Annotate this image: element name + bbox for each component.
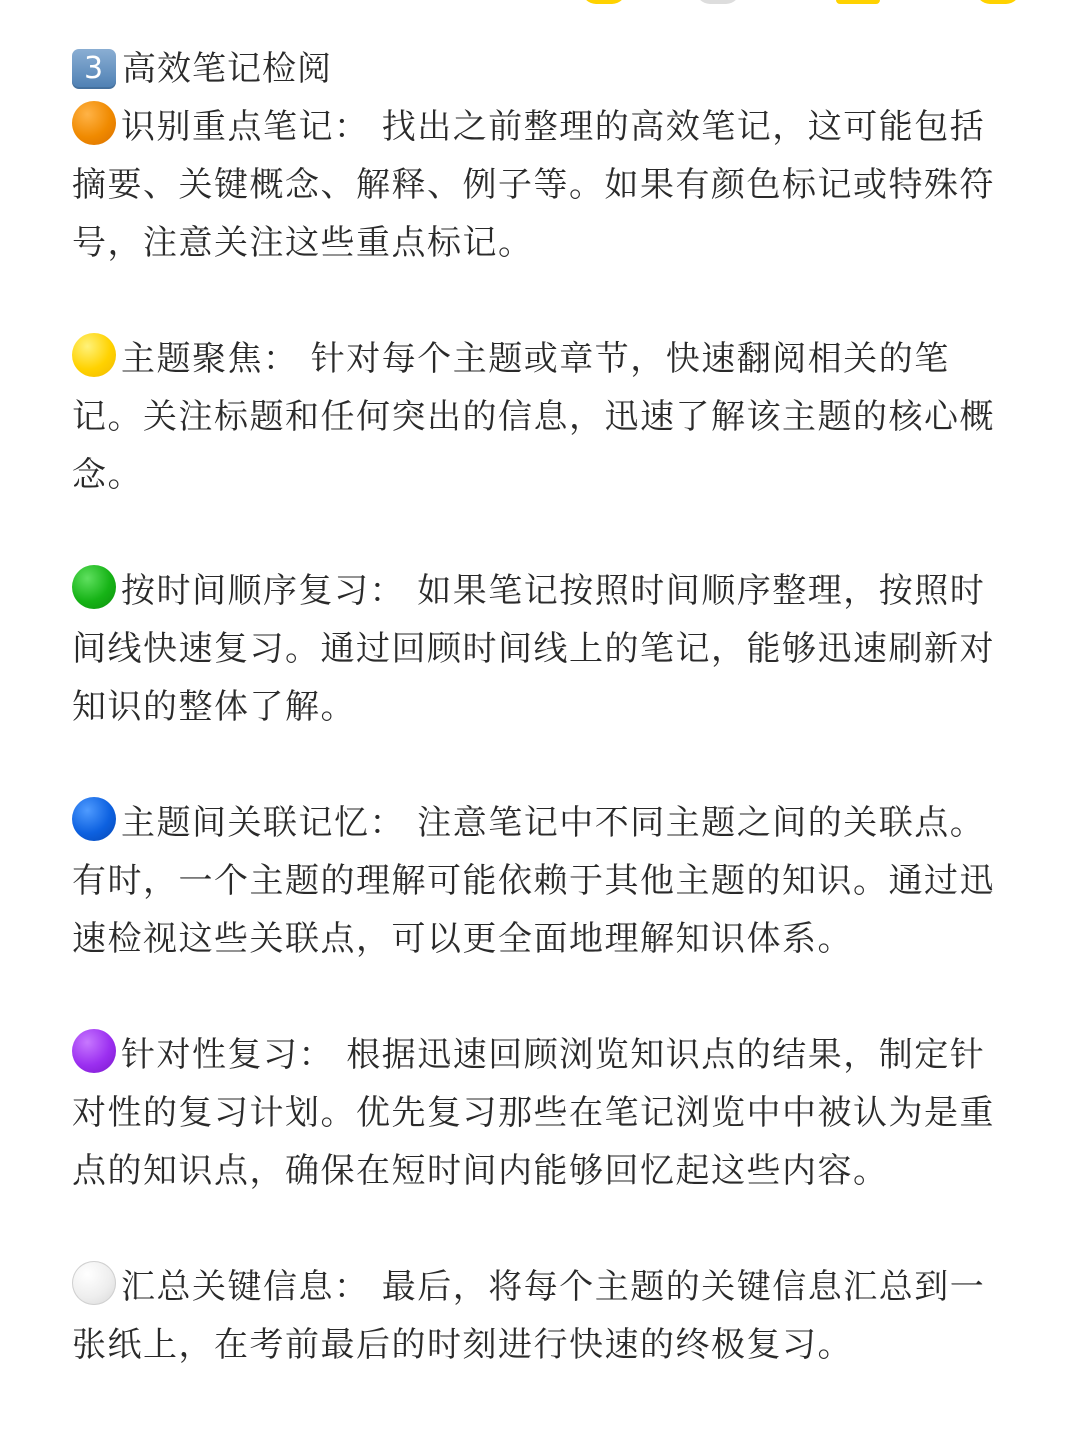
section-body: 最后，将每个主题的关键信息汇总到一张纸上，在考前最后的时刻进行快速的终极复习。 <box>72 1267 986 1365</box>
section-heading: 识别重点笔记： <box>121 107 370 147</box>
section-identify-key-notes <box>72 98 1012 272</box>
yellow-square-icon <box>836 0 880 4</box>
yellow-circle-icon <box>582 0 626 4</box>
section-topic-association <box>72 794 1012 968</box>
white-circle-icon <box>72 1261 116 1305</box>
orange-circle-icon <box>72 101 116 145</box>
section-heading: 汇总关键信息： <box>121 1267 370 1307</box>
yellow-circle-icon <box>72 333 116 377</box>
section-body: 注意笔记中不同主题之间的关联点。有时，一个主题的理解可能依赖于其他主题的知识。通过迅速检视这些关联点，可以更全面地理解知识体系。 <box>72 803 995 959</box>
section-heading: 主题间关联记忆： <box>121 803 405 843</box>
green-circle-icon <box>72 565 116 609</box>
keycap-3-icon: 3 <box>72 49 116 89</box>
section-body: 针对每个主题或章节，快速翻阅相关的笔记。关注标题和任何突出的信息，迅速了解该主题的核心概念。 <box>72 339 995 495</box>
page-title <box>72 40 1012 98</box>
section-body: 如果笔记按照时间顺序整理，按照时间线快速复习。通过回顾时间线上的笔记，能够迅速刷新对知识的整体了解。 <box>72 571 995 727</box>
purple-circle-icon <box>72 1029 116 1073</box>
section-heading: 针对性复习： <box>121 1035 334 1075</box>
section-body: 找出之前整理的高效笔记，这可能包括摘要、关键概念、解释、例子等。如果有颜色标记或特殊符号，注意关注这些重点标记。 <box>72 107 995 263</box>
section-heading: 主题聚焦： <box>121 339 299 379</box>
blue-circle-icon <box>72 797 116 841</box>
section-targeted-review <box>72 1026 1012 1200</box>
section-topic-focus <box>72 330 1012 504</box>
white-circle-icon <box>696 0 740 4</box>
note-content <box>72 40 1012 1374</box>
page-title-text: 高效笔记检阅 <box>122 49 332 89</box>
section-summarize-key-info <box>72 1258 1012 1374</box>
section-heading: 按时间顺序复习： <box>121 571 405 611</box>
top-decoration-strip <box>0 0 1080 12</box>
section-body: 根据迅速回顾浏览知识点的结果，制定针对性的复习计划。优先复习那些在笔记浏览中中被认为是重点的知识点，确保在短时间内能够回忆起这些内容。 <box>72 1035 995 1191</box>
section-chronological-review <box>72 562 1012 736</box>
yellow-circle-icon <box>976 0 1020 4</box>
